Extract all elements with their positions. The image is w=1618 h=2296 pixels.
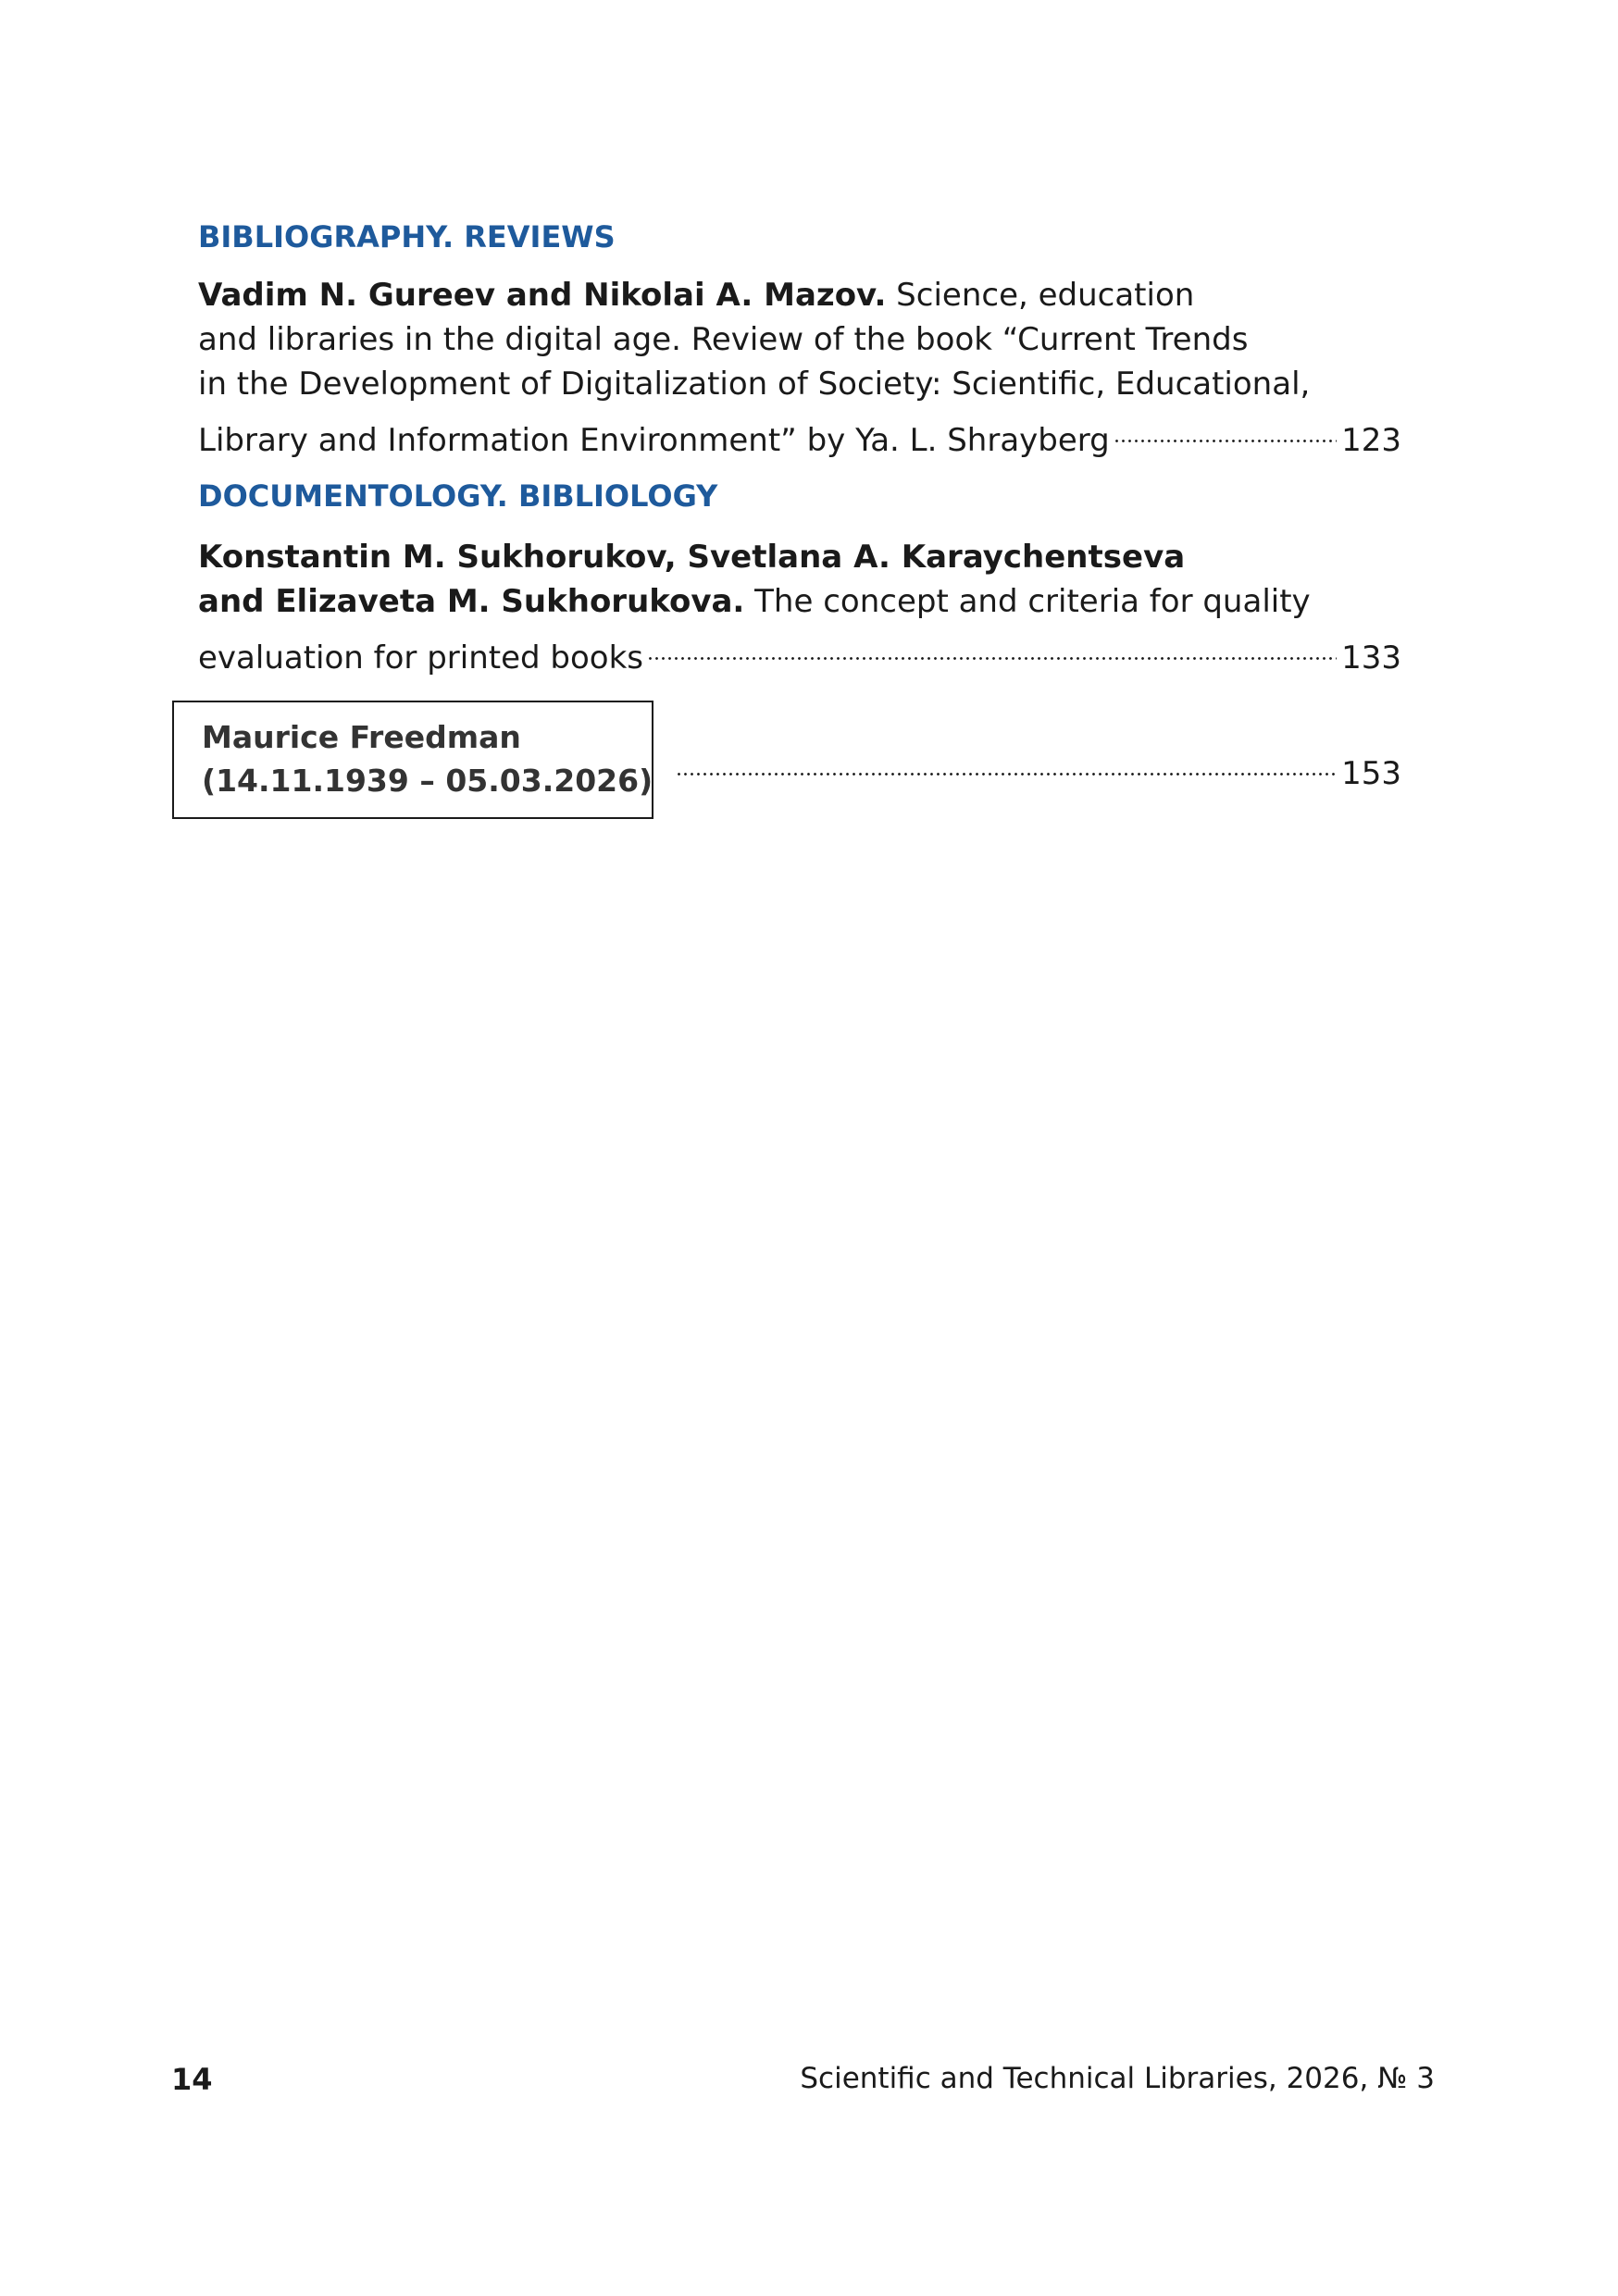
toc-entry-line	[198, 273, 1401, 317]
entry-authors: Konstantin M. Sukhorukov, Svetlana A. Karaychentseva	[198, 539, 1186, 576]
memorial-dates: (14.11.1939 – 05.03.2026)	[202, 763, 653, 799]
toc-entry-sukhorukov[interactable]	[198, 535, 1401, 676]
toc-entry-gureev-mazov[interactable]	[198, 273, 1401, 459]
entry-authors: Vadim N. Gureev and Nikolai A. Mazov.	[198, 277, 887, 314]
section-heading-documentology-bibliology: DOCUMENTOLOGY. BIBLIOLOGY	[198, 478, 718, 514]
entry-title-part: evaluation for printed books	[198, 639, 643, 676]
toc-entry-line	[198, 579, 1401, 624]
toc-entry-leader-line	[198, 406, 1401, 459]
section-heading-bibliography-reviews: BIBLIOGRAPHY. REVIEWS	[198, 219, 616, 254]
dot-leader	[676, 738, 1337, 782]
entry-title-part: in the Development of Digitalization of Society: Scientific, Educational,	[198, 366, 1311, 403]
entry-title-part: and libraries in the digital age. Review of the book “Current Trends	[198, 321, 1249, 358]
dot-leader	[1114, 404, 1337, 449]
entry-title-part: Science, education	[886, 277, 1195, 314]
entry-page-number: 153	[1341, 755, 1401, 792]
memorial-name: Maurice Freedman	[202, 719, 521, 755]
memorial-box	[172, 701, 653, 819]
dot-leader	[647, 622, 1337, 666]
footer-page-number: 14	[171, 2062, 213, 2097]
toc-entry-leader-line	[672, 739, 1401, 792]
entry-page-number: 123	[1341, 422, 1401, 459]
footer-journal-title: Scientific and Technical Libraries, 2026, № 3	[800, 2062, 1435, 2095]
toc-entry-memorial[interactable]	[172, 701, 1401, 823]
entry-title-part: Library and Information Environment” by Ya. L. Shrayberg	[198, 422, 1110, 459]
entry-title-part: The concept and criteria for quality	[744, 583, 1311, 620]
entry-page-number: 133	[1341, 639, 1401, 676]
entry-authors: and Elizaveta M. Sukhorukova.	[198, 583, 745, 620]
toc-entry-leader-line	[198, 624, 1401, 676]
